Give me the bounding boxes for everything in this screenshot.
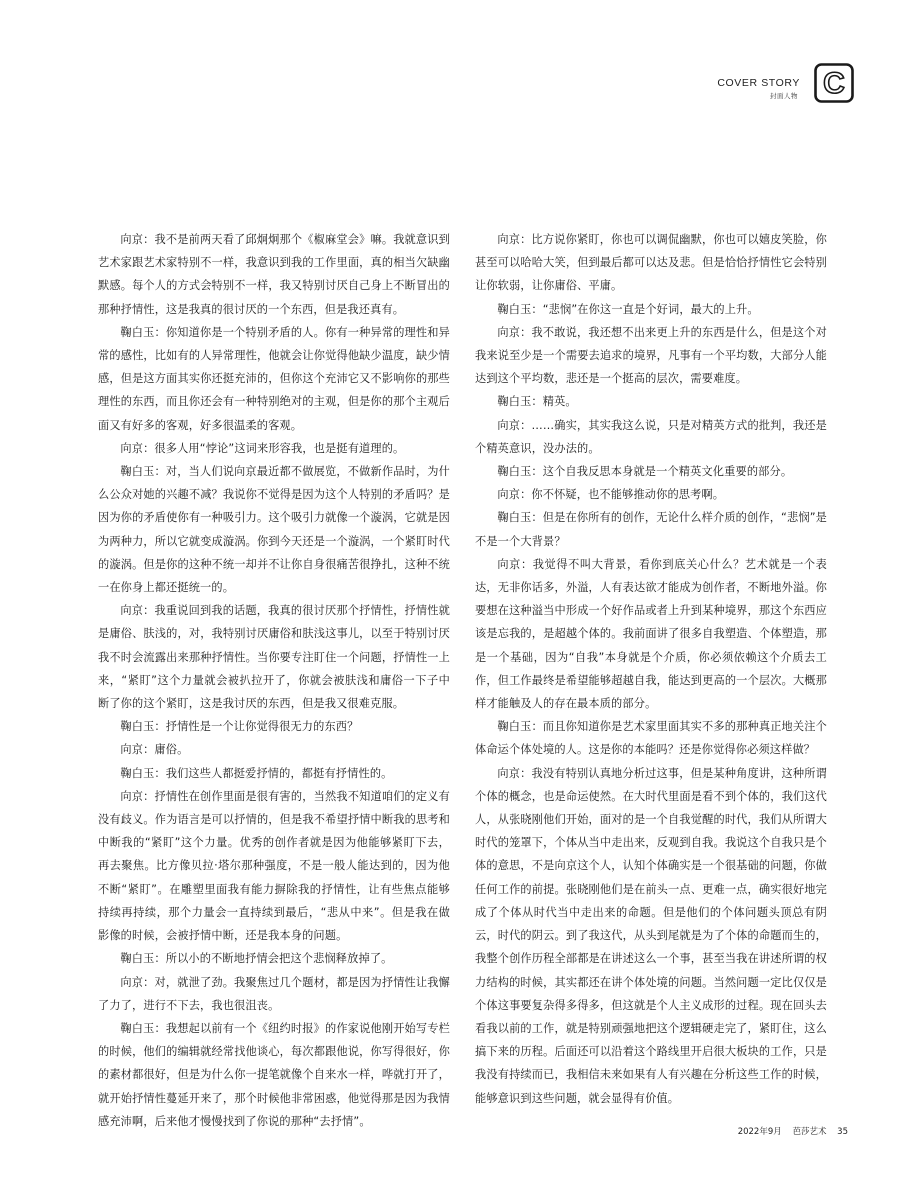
paragraph: 鞠白玉：我想起以前有一个《纽约时报》的作家说他刚开始写专栏的时候，他们的编辑就经常找他谈心，每次都跟他说，你写得很好，你的素材都很好，但是为什么你一提笔就像个自来水一样，哗就打开了，就开始抒情性蔓延开来了，那个时候他非常困惑，他觉得那是因为我情感充沛啊，后来他才慢慢找到了你说的那种“去抒情”。 xyxy=(98,1021,450,1128)
paragraph: 鞠白玉：但是在你所有的创作，无论什么样介质的创作，“悲悯”是不是一个大背景？ xyxy=(475,511,827,548)
paragraph: 向京：我重说回到我的话题，我真的很讨厌那个抒情性，抒情性就是庸俗、肤浅的，对，我特别讨厌庸俗和肤浅这事儿，以至于特别讨厌我不时会流露出来那种抒情性。当你要专注盯住一个问题，抒情性一上来，“紧盯”这个力量就会被扒拉开了，你就会被肤浅和庸俗一下子中断了你的这个紧盯，这是我讨厌的东西，但是我又很难克服。 xyxy=(98,604,450,711)
section-subtitle: 封面人物 xyxy=(770,92,798,100)
paragraph: 鞠白玉：而且你知道你是艺术家里面其实不多的那种真正地关注个体命运个体处境的人。这是你的本能吗？还是你觉得你必须这样做？ xyxy=(475,720,827,757)
paragraph: 向京：我不敢说，我还想不出来更上升的东西是什么，但是这个对我来说至少是一个需要去追求的境界，凡事有一个平均数，大部分人能达到这个平均数，悲还是一个挺高的层次，需要难度。 xyxy=(475,325,827,386)
paragraph: 鞠白玉：所以小的不断地抒情会把这个悲悯释放掉了。 xyxy=(120,952,393,966)
page-number: 35 xyxy=(837,1127,848,1137)
paragraph: 向京：庸俗。 xyxy=(120,743,189,757)
cover-story-logo-icon xyxy=(814,63,854,103)
paragraph: 鞠白玉：精英。 xyxy=(497,395,577,409)
article-right-column xyxy=(475,228,827,1110)
paragraph: 向京：很多人用“悖论”这词来形容我，也是挺有道理的。 xyxy=(120,441,405,455)
paragraph: 鞠白玉：这个自我反思本身就是一个精英文化重要的部分。 xyxy=(497,465,793,479)
page-footer xyxy=(730,1125,848,1137)
page-header xyxy=(614,63,854,103)
paragraph: 向京：比方说你紧盯，你也可以调侃幽默，你也可以嬉皮笑脸，你甚至可以哈哈大笑，但到最后都可以达及悲。但是恰恰抒情性它会特别让你软弱，让你庸俗、平庸。 xyxy=(475,233,827,293)
article-left-column xyxy=(98,228,450,1133)
magazine-name: 芭莎艺术 xyxy=(792,1127,827,1137)
paragraph: 向京：我觉得不叫大背景，看你到底关心什么？艺术就是一个表达，无非你话多，外溢，人有表达欲才能成为创作者，不断地外溢。你要想在这种溢当中形成一个好作品或者上升到某种境界，那这个东西应该是忘我的，是超越个体的。我前面讲了很多自我塑造、个体塑造，那是一个基础，因为“自我”本身就是个介质，你必须依赖这个介质去工作，但工作最终是希望能够超越自我，能达到更高的一个层次。大概那样才能触及人的存在最本质的部分。 xyxy=(475,557,827,711)
paragraph: 向京：抒情性在创作里面是很有害的，当然我不知道咱们的定义有没有歧义。作为语言是可以抒情的，但是我不希望抒情中断我的思考和中断我的“紧盯”这个力量。优秀的创作者就是因为他能够紧盯下去，再去聚焦。比方像贝拉·塔尔那种强度，不是一般人能达到的，因为他不断“紧盯”。在雕塑里面我有能力摒除我的抒情性，让有些焦点能够持续再持续，那个力量会一直持续到最后，“悲从中来”。但是我在做影像的时候，会被抒情中断，还是我本身的问题。 xyxy=(98,789,450,943)
paragraph: 向京：对，就泄了劲。我聚焦过几个题材，都是因为抒情性让我懈了力了，进行不下去，我也很沮丧。 xyxy=(98,975,450,1012)
paragraph: 鞠白玉：你知道你是一个特别矛盾的人。你有一种异常的理性和异常的感性，比如有的人异常理性，他就会让你觉得他缺少温度，缺少情感，但是这方面其实你还挺充沛的，但你这个充沛它又不影响你的那些理性的东西，而且你还会有一种特别绝对的主观，但是你的那个主观后面又有好多的客观，好多很温柔的客观。 xyxy=(98,325,450,432)
paragraph: 向京：你不怀疑，也不能够推动你的思考啊。 xyxy=(497,488,725,502)
logo-letter: C xyxy=(823,67,845,100)
paragraph: 鞠白玉：“悲悯”在你这一直是个好词，最大的上升。 xyxy=(497,302,759,316)
paragraph: 鞠白玉：我们这些人都挺爱抒情的，都挺有抒情性的。 xyxy=(120,766,393,780)
issue-date: 2022年9月 xyxy=(737,1127,782,1137)
paragraph: 向京：……确实，其实我这么说，只是对精英方式的批判，我还是个精英意识，没办法的。 xyxy=(475,418,827,455)
paragraph: 鞠白玉：抒情性是一个让你觉得很无力的东西？ xyxy=(120,720,359,734)
paragraph: 鞠白玉：对，当人们说向京最近都不做展览，不做新作品时，为什么公众对她的兴趣不减？我说你不觉得是因为这个人特别的矛盾吗？是因为你的矛盾使你有一种吸引力。这个吸引力就像一个漩涡，它就是因为两种力，所以它就变成漩涡。你到今天还是一个漩涡，一个紧盯时代的漩涡。但是你的这种不统一却并不让你自身很痛苦很挣扎，这种不统一在你身上都还挺统一的。 xyxy=(98,465,450,595)
paragraph: 向京：我没有特别认真地分析过这事，但是某种角度讲，这种所谓个体的概念，也是命运使然。在大时代里面是看不到个体的，我们这代人，从张晓刚他们开始，面对的是一个自我觉醒的时代，我们从所谓大时代的笼罩下，个体从当中走出来，反观到自我。我说这个自我只是个体的意思，不是向京这个人，认知个体确实是一个很基础的问题，你做任何工作的前提。张晓刚他们是在前头一点、更难一点，确实很好地完成了个体从时代当中走出来的命题。但是他们的个体问题头顶总有阴云，时代的阴云。到了我这代，从头到尾就是为了个体的命题而生的，我整个创作历程全部都是在讲述这么一个事，甚至当我在讲述所谓的权力结构的时候，其实都还在讲个体处境的问题。当然问题一定比仅仅是个体这事要复杂得多得多，但这就是个人主义成形的过程。现在回头去看我以前的工作，就是特别顽强地把这个逻辑硬走完了，紧盯住，这么搞下来的历程。后面还可以沿着这个路线里开启很大板块的工作，只是我没有持续而已，我相信未来如果有人有兴趣在分析这些工作的时候，能够意识到这些问题，就会显得有价值。 xyxy=(475,766,827,1105)
section-title: COVER STORY xyxy=(717,77,800,89)
paragraph: 向京：我不是前两天看了邱炯炯那个《椒麻堂会》嘛。我就意识到艺术家跟艺术家特别不一样，我意识到我的工作里面，真的相当欠缺幽默感。每个人的方式会特别不一样，我又特别讨厌自己身上不断冒出的那种抒情性，这是我真的很讨厌的一个东西，但是我还真有。 xyxy=(98,233,450,316)
